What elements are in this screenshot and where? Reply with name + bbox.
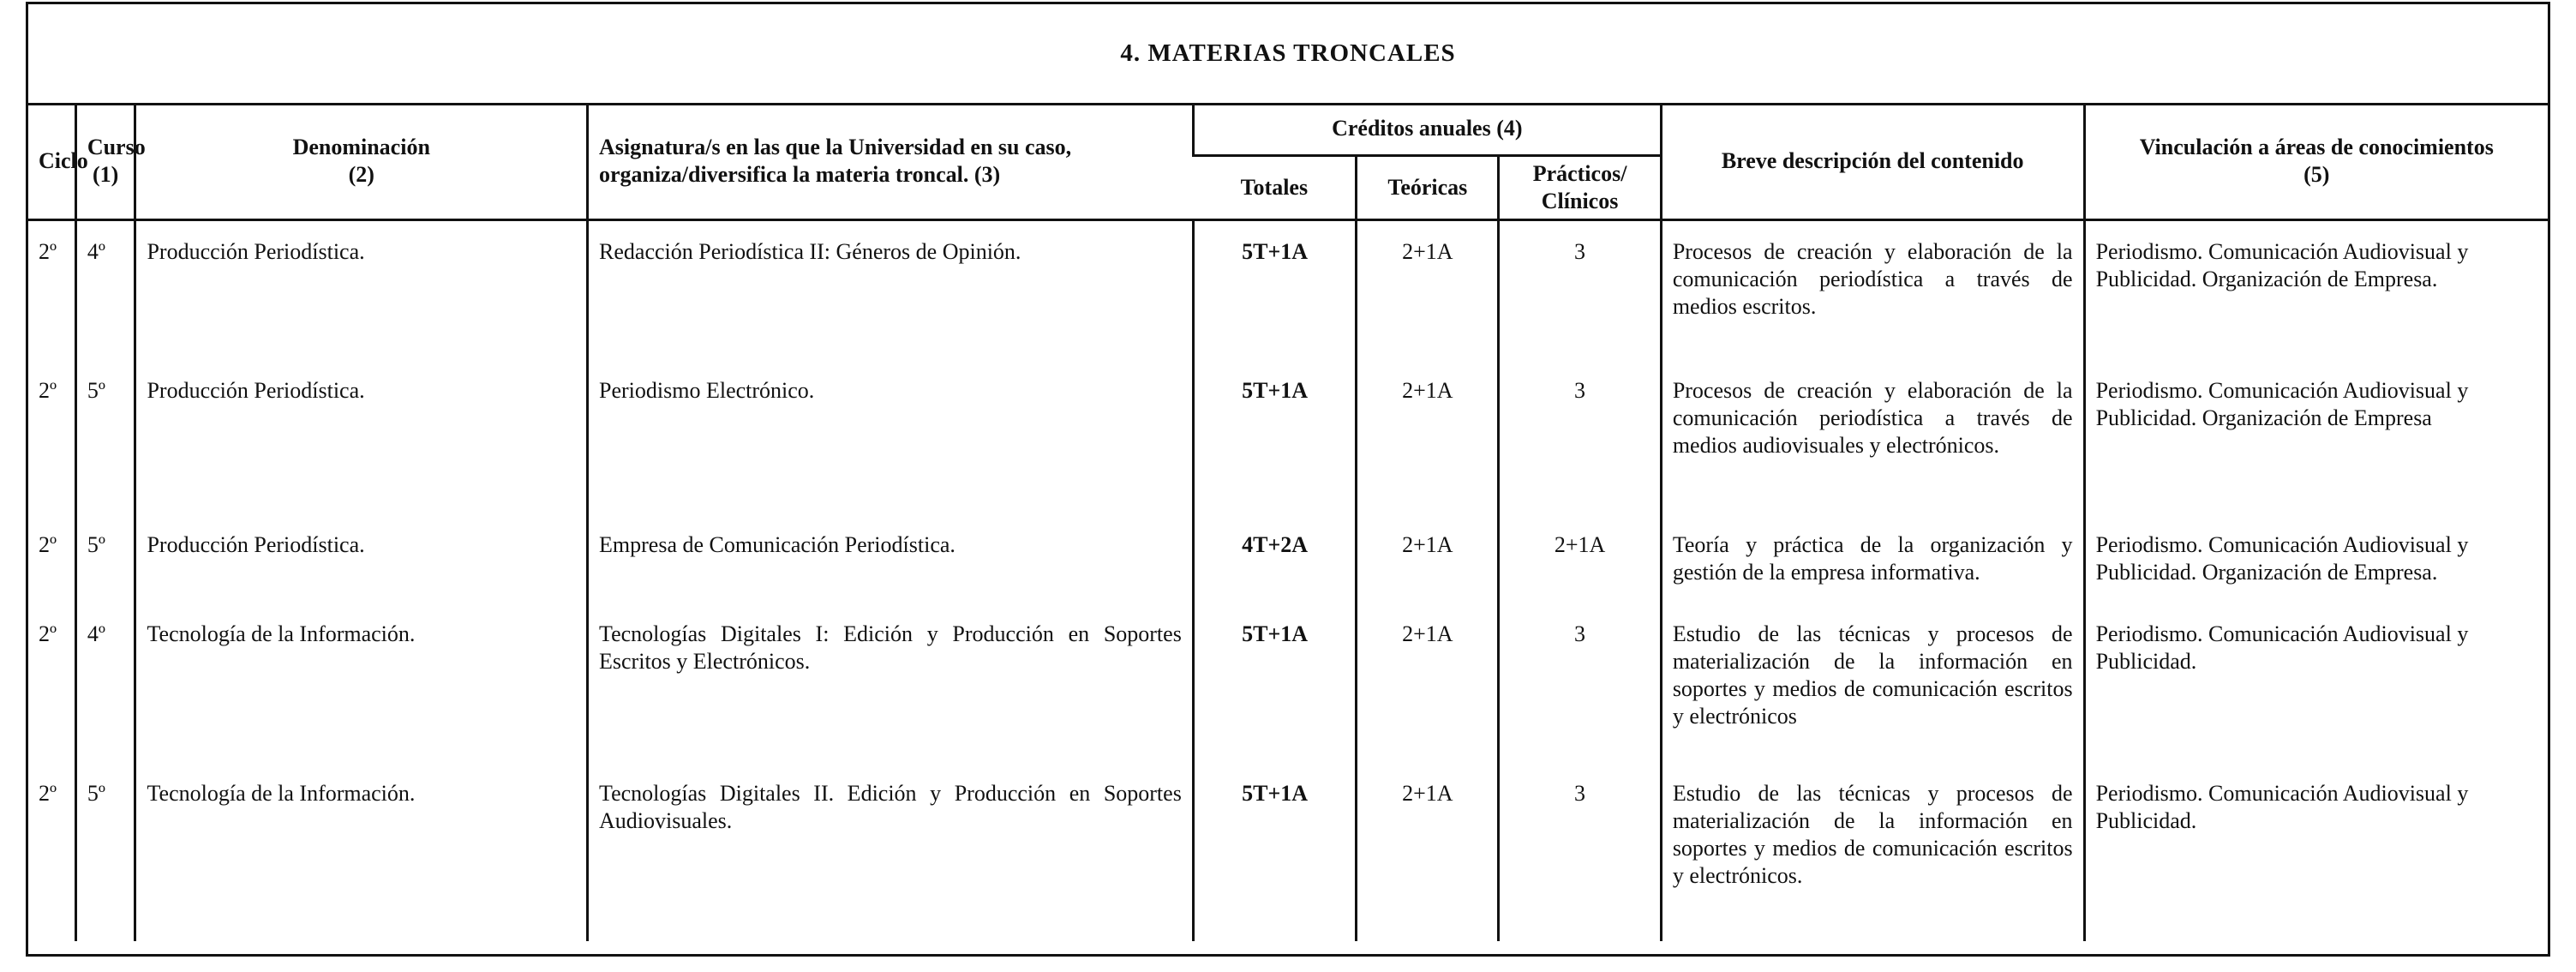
header-vinculacion: Vinculación a áreas de conocimientos (5) xyxy=(2084,103,2548,220)
cell-ciclo: 2º xyxy=(39,532,57,557)
header-curso: Curso (1) xyxy=(75,103,135,220)
section-title: 4. MATERIAS TRONCALES xyxy=(28,4,2548,105)
cell-curso: 4º xyxy=(75,220,135,361)
cell-vinculacion: Periodismo. Comunicación Audiovisual y Publicidad. Organización de Empresa. xyxy=(2084,220,2548,361)
cell-teoricas: 2+1A xyxy=(1357,603,1499,763)
cell-vinculacion: Periodismo. Comunicación Audiovisual y Publicidad. Organización de Empresa xyxy=(2084,360,2548,514)
cell-totales: 5T+1A xyxy=(1193,603,1357,763)
cell-ciclo: 2º xyxy=(39,621,57,646)
table-row xyxy=(28,603,2548,763)
cell-asignatura: Empresa de Comunicación Periodística. xyxy=(588,514,1194,603)
cell-teoricas: 2+1A xyxy=(1357,360,1499,514)
cell-asignatura: Tecnologías Digitales I: Edición y Producción en Soportes Escritos y Electrónicos. xyxy=(588,603,1194,763)
cell-practicos: 3 xyxy=(1499,360,1662,514)
cell-ciclo: 2º xyxy=(39,239,57,264)
cell-curso: 5º xyxy=(75,514,135,603)
cell-practicos: 2+1A xyxy=(1499,514,1662,603)
cell-vinculacion: Periodismo. Comunicación Audiovisual y Publicidad. xyxy=(2084,603,2548,763)
cell-descripcion: Teoría y práctica de la organización y gestión de la empresa informativa. xyxy=(1661,514,2084,603)
cell-totales: 5T+1A xyxy=(1193,220,1357,361)
document-frame xyxy=(26,2,2550,957)
cell-descripcion: Procesos de creación y elaboración de la comunicación periodística a través de medios audiovisuales y electrónicos. xyxy=(1661,360,2084,514)
table-row xyxy=(28,220,2548,361)
cell-practicos: 3 xyxy=(1499,220,1662,361)
cell-asignatura: Redacción Periodística II: Géneros de Opinión. xyxy=(588,220,1194,361)
cell-vinculacion: Periodismo. Comunicación Audiovisual y Publicidad. xyxy=(2084,763,2548,941)
cell-teoricas: 2+1A xyxy=(1357,514,1499,603)
cell-totales: 5T+1A xyxy=(1193,763,1357,941)
header-ciclo: Ciclo xyxy=(28,103,75,220)
cell-practicos: 3 xyxy=(1499,763,1662,941)
cell-practicos: 3 xyxy=(1499,603,1662,763)
header-denominacion: Denominación (2) xyxy=(135,103,588,220)
table-row xyxy=(28,763,2548,941)
cell-denominacion: Tecnología de la Información. xyxy=(135,603,588,763)
cell-denominacion: Producción Periodística. xyxy=(135,514,588,603)
table-row xyxy=(28,514,2548,603)
cell-curso: 5º xyxy=(75,763,135,941)
header-practicos: Prácticos/ Clínicos xyxy=(1499,156,1662,220)
cell-denominacion: Tecnología de la Información. xyxy=(135,763,588,941)
cell-ciclo: 2º xyxy=(39,781,57,806)
cell-totales: 4T+2A xyxy=(1193,514,1357,603)
cell-vinculacion: Periodismo. Comunicación Audiovisual y Publicidad. Organización de Empresa. xyxy=(2084,514,2548,603)
cell-totales: 5T+1A xyxy=(1193,360,1357,514)
header-asignatura: Asignatura/s en las que la Universidad en su caso, organiza/diversifica la materia troncal. (3) xyxy=(588,103,1194,220)
cell-ciclo: 2º xyxy=(39,378,57,403)
cell-descripcion: Procesos de creación y elaboración de la comunicación periodística a través de medios escritos. xyxy=(1661,220,2084,361)
cell-asignatura: Tecnologías Digitales II. Edición y Producción en Soportes Audiovisuales. xyxy=(588,763,1194,941)
header-creditos: Créditos anuales (4) xyxy=(1193,103,1661,156)
cell-asignatura: Periodismo Electrónico. xyxy=(588,360,1194,514)
header-teoricas: Teóricas xyxy=(1357,156,1499,220)
materias-table xyxy=(28,103,2548,941)
cell-teoricas: 2+1A xyxy=(1357,220,1499,361)
cell-curso: 4º xyxy=(75,603,135,763)
cell-descripcion: Estudio de las técnicas y procesos de materialización de la información en soportes y medios de comunicación escritos y electrónicos. xyxy=(1661,763,2084,941)
cell-descripcion: Estudio de las técnicas y procesos de materialización de la información en soportes y medios de comunicación escritos y electrónicos xyxy=(1661,603,2084,763)
cell-denominacion: Producción Periodística. xyxy=(135,220,588,361)
table-row xyxy=(28,360,2548,514)
cell-denominacion: Producción Periodística. xyxy=(135,360,588,514)
cell-teoricas: 2+1A xyxy=(1357,763,1499,941)
cell-curso: 5º xyxy=(75,360,135,514)
header-totales: Totales xyxy=(1193,156,1357,220)
header-descripcion: Breve descripción del contenido xyxy=(1661,103,2084,220)
